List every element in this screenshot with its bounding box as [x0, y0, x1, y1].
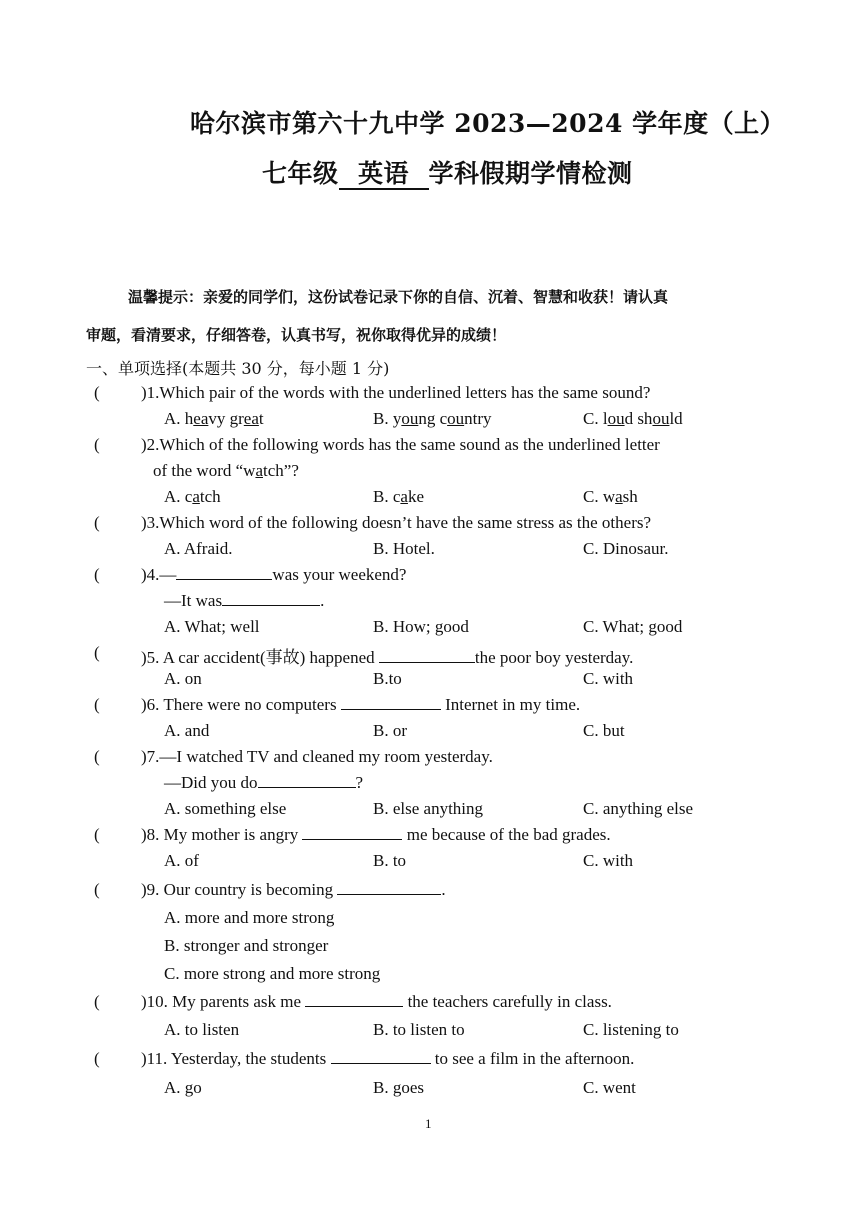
q8-option-a[interactable]: A. of	[164, 851, 199, 870]
q9-option-a[interactable]: A. more and more strong	[164, 908, 335, 927]
q5-option-c[interactable]: C. with	[583, 669, 634, 688]
answer-blank[interactable]	[222, 591, 320, 606]
q10-option-c[interactable]: C. listening to	[583, 1020, 679, 1039]
q4-option-b[interactable]: B. How; good	[373, 617, 469, 636]
answer-paren: (	[94, 435, 100, 454]
q2-stem-line2: of the word “watch”?	[153, 461, 299, 480]
q5-option-a[interactable]: A. on	[164, 669, 202, 688]
q7-stem: )7.—I watched TV and cleaned my room yesterday.	[141, 747, 493, 766]
q6-option-c[interactable]: C. but	[583, 721, 625, 740]
answer-blank[interactable]	[337, 880, 441, 895]
tip-line2: 审题，看清要求，仔细答卷，认真书写，祝你取得优异的成绩！	[86, 326, 507, 344]
q8-option-c[interactable]: C. with	[583, 851, 634, 870]
answer-paren: (	[94, 565, 100, 584]
q10-option-b[interactable]: B. to listen to	[373, 1020, 465, 1039]
subject-label: 英语	[339, 160, 429, 190]
answer-paren: (	[94, 643, 100, 662]
answer-paren: (	[94, 695, 100, 714]
q7-option-a[interactable]: A. something else	[164, 799, 287, 818]
q2-option-b[interactable]: B. cake	[373, 487, 424, 506]
q4-option-a[interactable]: A. What; well	[164, 617, 260, 636]
q3-option-a[interactable]: A. Afraid.	[164, 539, 233, 558]
exam-title-line1: 哈尔滨市第六十九中学 2023—2024 学年度（上）	[190, 109, 786, 138]
answer-paren: (	[94, 383, 100, 402]
q9-option-b[interactable]: B. stronger and stronger	[164, 936, 329, 955]
q1-option-c[interactable]: C. loud should	[583, 409, 683, 428]
answer-blank[interactable]	[302, 825, 402, 840]
q5-option-b[interactable]: B.to	[373, 669, 402, 688]
q9-option-c[interactable]: C. more strong and more strong	[164, 964, 381, 983]
q6-option-a[interactable]: A. and	[164, 721, 210, 740]
answer-paren: (	[94, 992, 100, 1011]
q3-stem: )3.Which word of the following doesn’t have the same stress as the others?	[141, 513, 652, 532]
q7-line2: —Did you do ?	[164, 773, 364, 792]
q1-stem: )1.Which pair of the words with the underlined letters has the same sound?	[141, 383, 651, 402]
q8-option-b[interactable]: B. to	[373, 851, 407, 870]
exam-title-line2	[262, 154, 633, 190]
answer-paren: (	[94, 747, 100, 766]
q10-option-a[interactable]: A. to listen	[164, 1020, 240, 1039]
q6-option-b[interactable]: B. or	[373, 721, 407, 740]
q1-option-b[interactable]: B. young country	[373, 409, 492, 428]
section-title: 一、单项选择(本题共 30 分，每小题 1 分)	[86, 359, 390, 378]
answer-blank[interactable]	[258, 773, 356, 788]
grade-label: 七年级	[262, 159, 339, 188]
q9-stem: )9. Our country is becoming .	[141, 880, 446, 899]
q11-option-a[interactable]: A. go	[164, 1078, 202, 1097]
q11-option-b[interactable]: B. goes	[373, 1078, 424, 1097]
q4-stem: )4.— was your weekend?	[141, 565, 407, 584]
q5-stem: )5. A car accident(事故) happened the poor boy yesterday.	[141, 648, 634, 667]
answer-blank[interactable]	[305, 992, 403, 1007]
q7-option-c[interactable]: C. anything else	[583, 799, 694, 818]
q11-option-c[interactable]: C. went	[583, 1078, 636, 1097]
q2-option-a[interactable]: A. catch	[164, 487, 221, 506]
q4-line2: —It was .	[164, 591, 325, 610]
q1-option-a[interactable]: A. heavy great	[164, 409, 264, 428]
answer-paren: (	[94, 513, 100, 532]
q3-option-c[interactable]: C. Dinosaur.	[583, 539, 669, 558]
q3-option-b[interactable]: B. Hotel.	[373, 539, 435, 558]
q2-option-c[interactable]: C. wash	[583, 487, 638, 506]
q4-option-c[interactable]: C. What; good	[583, 617, 683, 636]
answer-paren: (	[94, 880, 100, 899]
answer-paren: (	[94, 1049, 100, 1068]
exam-name: 学科假期学情检测	[428, 159, 633, 188]
answer-blank[interactable]	[331, 1049, 431, 1064]
q11-stem: )11. Yesterday, the students to see a film in the afternoon.	[141, 1049, 635, 1068]
q6-stem: )6. There were no computers Internet in my time.	[141, 695, 581, 714]
answer-blank[interactable]	[379, 648, 475, 663]
answer-blank[interactable]	[341, 695, 441, 710]
q8-stem: )8. My mother is angry me because of the bad grades.	[141, 825, 611, 844]
q2-stem: )2.Which of the following words has the same sound as the underlined letter	[141, 435, 660, 454]
tip-line1: 温馨提示：亲爱的同学们，这份试卷记录下你的自信、沉着、智慧和收获！请认真	[128, 288, 669, 306]
page-number: 1	[425, 1116, 432, 1131]
q10-stem: )10. My parents ask me the teachers carefully in class.	[141, 992, 612, 1011]
answer-blank[interactable]	[176, 565, 272, 580]
q7-option-b[interactable]: B. else anything	[373, 799, 484, 818]
answer-paren: (	[94, 825, 100, 844]
